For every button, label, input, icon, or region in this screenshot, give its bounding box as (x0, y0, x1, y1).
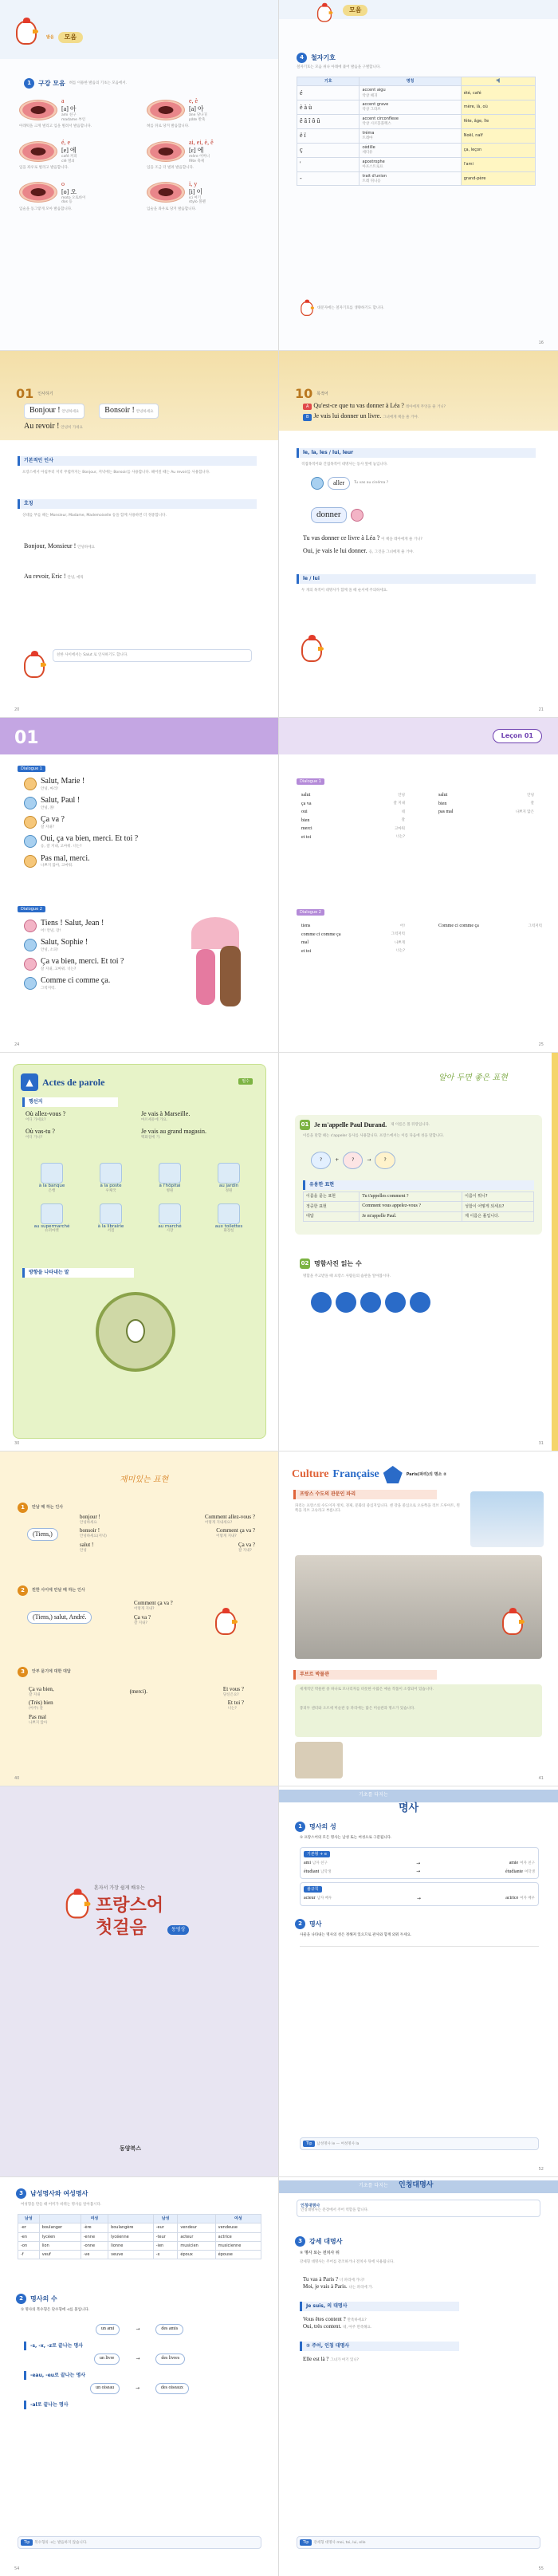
page-banner: 알아 두면 좋은 표현 (438, 1073, 508, 1082)
table-row: -en lycéen -enne lycéenne -teur acteur actrice (18, 2232, 261, 2241)
pairs-list: Comment ça va ? 어떻게 지내? Ça va ? 잘 지내? (134, 1600, 173, 1626)
section-desc: 철자기호는 모음 위나 아래에 붙어 발음을 구별합니다. (297, 65, 381, 69)
vowel-note: 혀를 뒤로 당겨 발음합니다. (147, 124, 190, 129)
culture-text: 파리는 프랑스의 수도이자 정치, 경제, 문화의 중심지입니다. 센 강을 중심으로 오른쪽을 리브 드루아트, 왼쪽을 리브 고슈라고 부릅니다. (295, 1504, 460, 1513)
page-number: 20 (14, 707, 20, 712)
section-bar: 프랑스 수도의 관문인 파리 (293, 1490, 437, 1499)
page-fun-expressions (0, 1451, 279, 1786)
page-number: 21 (538, 707, 544, 712)
section-bar: 루브르 박물관 (293, 1670, 437, 1680)
vowel-note: 입을 조금 더 벌려 발음합니다. (147, 166, 195, 171)
chicken-mascot-icon (66, 1893, 89, 1919)
dialogue-label: Dialogue 2 (18, 906, 45, 912)
vowel-card: é, e [e] 에 café 커피 clé 열쇠 입을 좌우로 벌리고 발음합니다. (19, 139, 139, 171)
section-heading: 1 만날 때 하는 인사 (18, 1503, 63, 1513)
table-row: 정중한 표현 Comment vous appelez-vous ? 성함이 어떻게 되세요? (304, 1202, 534, 1212)
header-band (279, 1064, 558, 1096)
bank-icon (41, 1163, 63, 1184)
page-culture (279, 1451, 558, 1786)
cover-title: 프랑스어 (96, 1896, 164, 1916)
eiffel-tower-icon: ▲ (21, 1073, 38, 1091)
page-number: 41 (538, 1775, 544, 1781)
vowel-symbol: i, y (189, 179, 198, 187)
book-cover (0, 1786, 279, 2176)
table-row: ' apostrophe 아포스트로프 l'ami (297, 157, 536, 171)
dialogue-line: Comme ci comme ça. 그럭저럭. (24, 976, 183, 991)
place-item: au jardin 정원 (199, 1163, 258, 1194)
rule-text: ① 프랑스어의 모든 명사는 남성 또는 여성으로 구분됩니다. (300, 1836, 392, 1840)
section-bar: le / lui (297, 574, 536, 584)
chicken-mascot-icon (16, 21, 37, 45)
vowel-card: ai, ei, è, ê [ɛ] 에 mère 어머니 fête 축제 입을 조금 더 벌려 발음합니다. (147, 139, 266, 171)
vowel-symbol: o (61, 179, 65, 187)
place-item: au supermarché 슈퍼마켓 (22, 1203, 81, 1235)
table-row: è à ù accent grave 악상 그라브 mère, là, où (297, 100, 536, 115)
publisher-logo: 동양북스 (120, 2145, 142, 2152)
vowel-note: 입술을 동그랗게 모아 발음합니다. (19, 207, 73, 211)
mouth-image (147, 100, 185, 120)
rule-text: ① 명사의 복수형은 단수형에 -s를 붙입니다. (21, 2308, 90, 2312)
page-header (343, 5, 367, 16)
pairs-list: Ça va bien, 잘 지내 (merci). Et vous ? 당신은요? (Très) bien (아주) 잘 Et toi ? 너는? Pas mal 나쁘지 않아 (29, 1686, 244, 1725)
plural-examples: un ami → des amis -s, -x, -z로 끝나는 명사 un livre → des livres -eau, -eu로 끝나는 명사 un oiseau → des oiseaux -al로 끝나는 명사 (24, 2324, 255, 2413)
page-greetings (0, 351, 279, 717)
greeting-box: Bonjour ! 안녕하세요 Bonsoir ! 안녕하세요 Au revoir ! 안녕히 가세요 (24, 404, 247, 431)
chicken-mascot-icon (502, 1611, 523, 1635)
vocab-label: Dialogue 2 (297, 909, 324, 916)
dialogue-line: Oui, ça va bien, merci. Et toi ? 응, 잘 지내, 고마워. 너는? (24, 834, 263, 849)
example-list: Vous êtes content ? 만족하세요? Oui, très content. 네, 아주 만족해요. (303, 2316, 372, 2330)
dialogue-box: A Qu'est-ce que tu vas donner à Léa ? 레아에게 무엇을 줄 거니? B Je vais lui donner un livre. 그녀에게 책을 줄 거야. (303, 402, 542, 421)
paris-photo (470, 1491, 544, 1547)
name-diagram: ? + ? → ? (311, 1152, 395, 1169)
spread-2 (0, 351, 558, 718)
page-number: 16 (538, 340, 544, 345)
dialogue-line: Ça va bien, merci. Et toi ? 잘 지내, 고마워. 너는? (24, 957, 183, 971)
page-vowels-right (279, 0, 558, 350)
culture-header: Culture Française Paris(파리)의 명소 ② (292, 1466, 446, 1483)
section-heading: 3 남성명사와 여성명사 (16, 2188, 88, 2199)
section-desc: 혀를 이용한 발음의 기초는 모음에서. (69, 81, 128, 85)
section-heading: 3 안부 묻기에 대한 대답 (18, 1667, 71, 1677)
page-vowels-left (0, 0, 279, 350)
expression-heading: 02 명함사진 읽는 수 (300, 1258, 362, 1269)
vowel-ipa: [e] 에 (61, 146, 77, 154)
garden-icon (218, 1163, 240, 1184)
tip-box: Tip 남성명사 le — 여성명사 la (300, 2137, 539, 2150)
table-row: 이름을 묻는 표현 Tu t'appelles comment ? 이름이 뭐니? (304, 1191, 534, 1202)
section-heading: 1 명사의 성 (295, 1822, 336, 1832)
example-list: Tu vas à Paris ? 너 파리에 가니? Moi, je vais à Paris. 나는 파리에 가. (303, 2276, 373, 2290)
panel-title: Actes de parole (42, 1076, 105, 1088)
vocab-list: Comme ci comme ça 그럭저럭 (438, 924, 542, 928)
section-bar: 방향을 나타내는 말 (22, 1268, 134, 1278)
page-number: 30 (14, 1440, 20, 1446)
dialogue-1 (24, 777, 263, 873)
couple-illustration (180, 917, 260, 1013)
mouth-image (147, 182, 185, 203)
chicken-mascot-icon (301, 301, 313, 316)
vowel-symbol: é, e (61, 138, 71, 146)
vowel-card: e, è [a] 아 âne 당나귀 pâte 반죽 혀를 뒤로 당겨 발음합니다. (147, 97, 266, 129)
vowel-note: 아래턱을 크게 벌리고 입을 벌려서 발음합니다. (19, 124, 92, 129)
page-number: 24 (14, 1042, 20, 1047)
lesson-band (0, 718, 279, 754)
table-row: ë ï tréma 트레마 Noël, naïf (297, 128, 536, 143)
dialogue-2 (24, 919, 183, 996)
spread-1 (0, 0, 558, 351)
header-label: 기초를 다지는 (359, 2183, 388, 2188)
spread-3 (0, 718, 558, 1053)
section-heading: 2 명사 (295, 1919, 321, 1929)
banner-prefix: 발음 (46, 34, 54, 40)
page-expressions (279, 1053, 558, 1451)
lesson-label: 목적어 (316, 391, 328, 396)
page-number: 55 (538, 2566, 544, 2571)
lesson-number: 01 (14, 728, 39, 748)
chicken-mascot-icon (215, 1611, 236, 1635)
verb-bubble: aller (328, 477, 350, 490)
noun-form-table: 남성 여성 남성 여성 -er boulanger -ère boulangère -eur vendeur vendeuse -en lycéen -enne lycéenne -teur acteur actrice -on lion -onne lionne -ien musicien musicienne -f veuf -ve veuve -x époux épouse (18, 2214, 261, 2259)
spread-5 (0, 1451, 558, 1786)
page-noun-forms (0, 2177, 279, 2576)
page-number: 52 (538, 2166, 544, 2172)
hospital-icon (159, 1163, 181, 1184)
page-number: 40 (14, 1775, 20, 1781)
page-dialogue (0, 718, 279, 1052)
vocab-list: salut 안녕 bien 잘 pas mal 나쁘지 않은 (438, 793, 534, 814)
vowel-card: a [a] 아 ami 친구 madame 부인 아래턱을 크게 벌리고 입을 벌려서 발음합니다. (19, 97, 139, 129)
section-bar: 기본적인 인사 (18, 456, 257, 466)
dialogue-line: Pas mal, merci. 나쁘지 않아, 고마워. (24, 854, 263, 869)
section-bar: 행선지 (22, 1097, 118, 1107)
sub-heading: ② 주어, 인칭 대명사 (300, 2342, 459, 2351)
table-row: é accent aigu 악상 떼귀 été, café (297, 86, 536, 100)
person-icon (311, 477, 324, 490)
vocab-list: tiens 어! comme ci comme ça 그럭저럭 mal 나쁘게 et toi 너는? (301, 924, 405, 954)
vowel-ipa: [i] 이 (189, 187, 203, 195)
building-photo (295, 1555, 542, 1659)
section-heading: 3 강세 대명사 (295, 2236, 342, 2247)
vowel-card: i, y [i] 이 ici 여기 stylo 볼펜 입술을 좌우로 당겨 발음합니다. (147, 180, 266, 212)
cover-series: 혼자서 가장 쉽게 배우는 (94, 1885, 145, 1891)
page-header (46, 32, 83, 43)
section-title: 철자기호 (311, 53, 336, 61)
lesson-number: 01 (16, 386, 34, 401)
mouth-image (19, 182, 57, 203)
pronoun-box: 인칭대명사 인칭대명사는 문장에서 주어 역할을 합니다. (297, 2200, 540, 2217)
section-heading (297, 53, 336, 63)
chicken-mascot-icon (301, 638, 322, 662)
section-text: 프랑스에서 아침부터 저녁 무렵까지는 Bonjour, 저녁에는 Bonsoir를 사용합니다. 헤어질 때는 Au revoir를 사용합니다. (22, 471, 210, 475)
page-actes-de-parole (0, 1053, 279, 1451)
expression-table: 유용한 표현 이름을 묻는 표현 Tu t'appelles comment ? 이름이 뭐니? 정중한 표현 Comment vous appelez-vous ? 성함이 어떻게 되세요? 대답 Je m'appelle Paul. 제 이름은 폴입니다. (303, 1180, 534, 1222)
cover-badge: 동영상 (167, 1925, 189, 1935)
culture-text: 세계적인 박물관 중 하나로 모나리자를 비롯한 수많은 예술 작품이 소장되어 있습니다. (300, 1688, 434, 1692)
vocab-label: Dialogue 1 (297, 778, 324, 785)
example-list: Bonjour, Monsieur ! 안녕하세요 Au revoir, Eric ! 안녕, 에릭 (24, 542, 95, 580)
place-item: à la librairie 서점 (81, 1203, 140, 1235)
table-row: -on lion -onne lionne -ien musicien musicienne (18, 2241, 261, 2250)
statue-photo (295, 1742, 343, 1778)
section-bar: le, la, les / lui, leur (297, 448, 536, 458)
section-heading: 2 명사의 수 (16, 2294, 57, 2304)
vowel-ipa: [o] 오 (61, 187, 77, 195)
section-heading (24, 78, 127, 89)
culture-text: 퐁피두 센터와 오르세 미술관 등 파리에는 많은 미술관과 명소가 있습니다. (300, 1707, 415, 1711)
section-bar: 호칭 (18, 499, 257, 509)
rule-text: 강세형 대명사는 주어를 강조하거나 전치사 뒤에 사용됩니다. (300, 2260, 395, 2264)
chicken-mascot-icon (24, 654, 45, 678)
header-band (279, 1790, 558, 1802)
france-map-icon (383, 1466, 403, 1483)
vowel-ipa: [a] 아 (189, 105, 204, 112)
section-desc: 여성형을 만들 때 어미가 바뀌는 명사를 알아봅시다. (21, 2203, 102, 2207)
noun-examples (300, 1946, 539, 2105)
spread-4 (0, 1053, 558, 1451)
section-text: 두 개의 목적어 대명사가 함께 올 때 순서에 주의하세요. (301, 589, 388, 593)
vowel-grid (19, 97, 266, 212)
chicken-mascot-icon (317, 6, 332, 22)
section-text: 직접목적어와 간접목적어 대명사는 동사 앞에 놓입니다. (301, 463, 388, 467)
table-row: -f veuf -ve veuve -x époux épouse (18, 2251, 261, 2259)
section-heading: 2 친한 사이에 만날 때 하는 인사 (18, 1585, 85, 1596)
example-list: Tu vas donner ce livre à Léa ? 이 책을 레아에게 줄 거니? Oui, je vais le lui donner. 응, 그것을 그녀에게 줄 거야. (303, 534, 422, 554)
toilet-icon (218, 1203, 240, 1224)
section-title: 구강 모음 (38, 79, 65, 87)
section-number: 4 (297, 53, 307, 63)
supermarket-icon (41, 1203, 63, 1224)
page-number: 31 (538, 1440, 544, 1446)
vowel-symbol: ai, ei, è, ê (189, 138, 214, 146)
person-icon (351, 509, 363, 522)
side-tab (552, 1053, 558, 1451)
page-number: 54 (14, 2566, 20, 2571)
verb-diagram: aller Tu vas au cinéma ? (311, 477, 388, 490)
card-circles (311, 1292, 430, 1313)
expression-heading: 01 Je m'appelle Paul Durand. 제 이름은 폴 뒤랑입니다. (300, 1120, 430, 1130)
panel-header (21, 1073, 104, 1091)
tip-box: Tip 강세형 대명사 moi, toi, lui, elle (297, 2536, 540, 2549)
dialogue-label: Dialogue 1 (18, 766, 45, 772)
place-item: à la banque 은행 (22, 1163, 81, 1194)
vowel-symbol: e, è (189, 97, 198, 104)
page-title: 모음 (58, 32, 83, 43)
panel-badge: 필수 (238, 1078, 253, 1085)
dialogue-line: Salut, Sophie ! 안녕, 소피! (24, 938, 183, 952)
expression-text: 이름을 말할 때는 s'appeler 동사를 사용합니다. 프랑스에서는 이름 다음에 성을 말합니다. (303, 1134, 444, 1138)
spread-7 (0, 2177, 558, 2576)
table-row: ç cédille 세디유 ça, leçon (297, 143, 536, 157)
market-icon (159, 1203, 181, 1224)
cover-title: 첫걸음 (96, 1918, 147, 1938)
bookstore-icon (100, 1203, 122, 1224)
expression-text: 명함을 주고받을 때 프랑스 사람들의 습관을 알아봅시다. (303, 1274, 391, 1278)
header-label: 기초를 다지는 (359, 1792, 388, 1798)
dialogue-line: Tiens ! Salut, Jean ! 어! 안녕, 장! (24, 919, 183, 933)
table-row: 대답 Je m'appelle Paul. 제 이름은 폴입니다. (304, 1211, 534, 1222)
diacritics-table: 기호 명칭 예 é accent aigu 악상 떼귀 été, café è à ù accent grave 악상 그라브 mère, là, où ê â î ô û accent circonflexe 악상 시르꽁플렉스 fête, âge, île ë ï tréma 트레마 Noël, naïf ç cédille 세디유 ça, leçon ' apostrophe 아포스트로프 l'ami - trait d'union 트레 뒤니옹 grand-père (297, 77, 536, 186)
place-item: à la poste 우체국 (81, 1163, 140, 1194)
page-title: 모음 (343, 5, 367, 16)
mouth-image (147, 141, 185, 162)
page-pronouns (279, 2177, 558, 2576)
vowel-ipa: [a] 아 (61, 105, 77, 112)
post-office-icon (100, 1163, 122, 1184)
gender-box: 불규칙 acteur 남자 배우 → actrice 여자 배우 (300, 1882, 539, 1906)
page-number: 25 (538, 1042, 544, 1047)
place-item: à l'hôpital 병원 (140, 1163, 199, 1194)
sub-heading: Je suis, 의 대명사 (300, 2302, 459, 2311)
dialogue-line: Ça va ? 잘 지내? (24, 815, 263, 829)
vowel-symbol: a (61, 97, 65, 104)
lesson-badge: Leçon 01 (493, 729, 542, 743)
header-band (0, 0, 279, 59)
example-list: Elle est là ? 그녀가 여기 있니? (303, 2356, 360, 2362)
footnote: 대문자에는 철자기호를 생략하기도 합니다. (317, 306, 384, 310)
lesson-heading (295, 386, 328, 402)
places-grid (22, 1163, 258, 1234)
section-text: 상대를 부를 때는 Monsieur, Madame, Mademoiselle 등을 함께 사용하면 더 정중합니다. (22, 514, 167, 518)
spread-6 (0, 1786, 558, 2177)
tag-bubble: (Tiens,) salut, André. (27, 1611, 92, 1624)
vowel-note: 입술을 좌우로 당겨 발음합니다. (147, 207, 197, 211)
pairs-list: bonjour ! 안녕하세요 Comment allez-vous ? 어떻게 지내세요? bonsoir ! 안녕하세요(저녁) Comment ça va ? 어떻게 지내? salut ! 안녕 Ça va ? 잘 지내? (80, 1514, 255, 1553)
table-row: -er boulanger -ère boulangère -eur vendeur vendeuse (18, 2223, 261, 2232)
table-row: ê â î ô û accent circonflexe 악상 시르꽁플렉스 fête, âge, île (297, 115, 536, 129)
sub-heading: ① 명사 또는 전치사 뒤 (300, 2251, 340, 2255)
mouth-image (19, 100, 57, 120)
vowel-ipa: [ɛ] 에 (189, 146, 204, 154)
verb-bubble: donner (311, 507, 347, 523)
lesson-heading (16, 386, 53, 402)
table-row: - trait d'union 트레 뒤니옹 grand-père (297, 171, 536, 186)
page-banner: 재미있는 표현 (120, 1475, 169, 1484)
qa-grid: Où allez-vous ? 어디 가세요? Je vais à Marseille. 마르세유에 가요. Où vas-tu ? 어디 가니? Je vais au grand magasin. 백화점에 가. (26, 1110, 206, 1140)
dialogue-line: Salut, Marie ! 안녕, 마리! (24, 777, 263, 791)
tip-box: Tip 복수형의 -s는 발음하지 않습니다. (18, 2536, 261, 2549)
compass-icon (96, 1292, 175, 1372)
rule-text: 사물을 나타내는 명사의 성은 정해져 있으므로 관사와 함께 외워 두세요. (300, 1933, 412, 1937)
mouth-image (19, 141, 57, 162)
lesson-label: 인사하기 (37, 391, 53, 396)
page-vocabulary (279, 718, 558, 1052)
vocab-list: salut 안녕 ça va 잘 지내 oui 네 bien 잘 merci 고마워 et toi 너는? (301, 793, 405, 840)
tag-bubble: (Tiens,) (27, 1528, 58, 1541)
place-item: au marché 시장 (140, 1203, 199, 1235)
page-title: 인칭대명사 (399, 2181, 434, 2189)
tip-box: 친한 사이에서는 Salut 로 인사하기도 합니다. (53, 649, 252, 662)
lesson-number: 10 (295, 386, 313, 401)
page-nouns (279, 1786, 558, 2176)
page-title: 명사 (399, 1802, 419, 1814)
dialogue-line: Salut, Paul ! 안녕, 폴! (24, 796, 263, 810)
vowel-note: 입을 좌우로 벌리고 발음합니다. (19, 166, 69, 171)
vowel-card: o [o] 오 moto 오토바이 dos 등 입술을 동그랗게 모아 발음합니다. (19, 180, 139, 212)
place-item: aux toilettes 화장실 (199, 1203, 258, 1235)
verb-diagram (311, 507, 363, 523)
section-number: 1 (24, 78, 34, 89)
page-object-pronouns (279, 351, 558, 717)
gender-box: 기본형 + e ami 남자 친구 → amie 여자 친구 étudiant 남학생 → étudiante 여학생 (300, 1847, 539, 1879)
